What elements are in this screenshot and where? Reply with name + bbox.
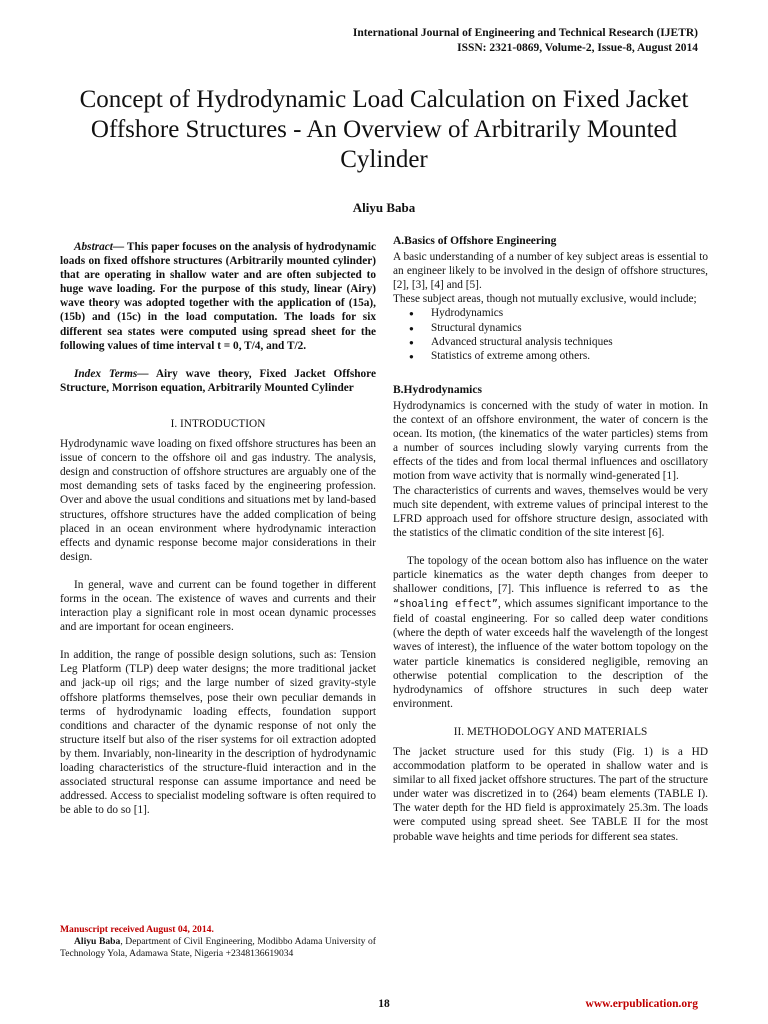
hydro-p3-rest: , which assumes significant importance to the field of coastal engineering. For so called deep water conditions (where the depth of water exceeds half the wavelength of the longest waves of interest), the influence of the water bottom topology on the water particle kinematics is considered negligible, removing an otherwise potential complication to the description of the hydrodynamics of offshore structures in such deep water environment. [393,598,708,710]
list-item: ● Statistics of extreme among others. [431,349,708,363]
list-item: ● Structural dynamics [431,321,708,335]
abstract-text: This paper focuses on the analysis of hydrodynamic loads on fixed offshore structures (Arbitrarily mounted cylinder) that are operating in shallow water and are often subjected to huge wave loading. For the purpose of this study, linear (Airy) wave theory was adopted together with the application of (15a), (15b) and (15c) in the load computation. The loads for six different sea states were computed using spread sheet for the following values of time interval t = 0, T/4, and T/2. [60,241,376,352]
index-terms [60,367,376,395]
journal-name: International Journal of Engineering and Technical Research (IJETR) [352,27,698,39]
author-affiliation [60,936,376,960]
hydro-paragraph-3 [393,554,708,711]
list-item: ● Hydrodynamics [431,306,708,320]
paper-author: Aliyu Baba [352,200,416,215]
intro-paragraph-2: In general, wave and current can be found together in different forms in the ocean. The existence of waves and currents and their interaction play a significant role in most ocean dynamic processes and are important for ocean engineers. [60,578,376,634]
footnote-affiliation: , Department of Civil Engineering, Modibbo Adama University of Technology Yola, Adamawa State, Nigeria +2348136619034 [60,936,376,959]
index-terms-label: Index Terms— [74,367,149,380]
methods-paragraph-1: The jacket structure used for this study (Fig. 1) is a HD accommodation platform to be operated in shallow water and is similar to all fixed jacket offshore structures. The part of the structure under water was discretized in to (264) beam elements (TABLE I). The water depth for the HD field is approximately 25.3m. The loads were computed using spread sheet. See TABLE II for the most probable wave heights and time periods for different sea states. [393,746,708,843]
paper-title: Concept of Hydrodynamic Load Calculation on Fixed Jacket Offshore Structures - An Overview of Arbitrarily Mounted Cylinder [79,86,689,173]
methods-heading: II. METHODOLOGY AND MATERIALS [453,725,648,738]
hydro-paragraph-2: The characteristics of currents and waves, themselves would be very much site dependent, with extreme values of principal interest to the LFRD approach used for offshore structure design, associated with the statistics of the climatic condition of the site interest [6]. [393,484,708,539]
basics-paragraph-2: These subject areas, though not mutually exclusive, would include; [393,293,697,306]
subject-list [393,306,708,362]
abstract-label: Abstract— [74,241,125,253]
footnote-author: Aliyu Baba [74,936,121,947]
website-link[interactable]: www.erpublication.org [585,998,698,1010]
hydro-paragraph-1: Hydrodynamics is concerned with the study of water in motion. In the context of an offshore environment, the water of concern is the ocean. Its motion, (the kinematics of the water particles) stems from a number of sources including slowly varying currents from the effects of the tides and from local thermal influences and oscillatory motion from wave activity that is normally wind-generated [1]. [393,399,708,483]
hydro-heading: B.Hydrodynamics [393,383,482,396]
intro-heading: I. INTRODUCTION [170,417,266,430]
hydro-p3-start: The topology of the ocean bottom also has influence on the water particle kinematics as the water depth changes from deeper to shallower conditions, [7]. This influence is referred [393,554,708,596]
intro-paragraph-1: Hydrodynamic wave loading on fixed offshore structures has been an issue of concern to the offshore oil and gas industry. The analysis, design and construction of offshore structures are arguably one of the most demanding sets of tasks faced by the engineering profession. Over and above the usual conditions and situations met by land-based structures, offshore structures have the added complication of being placed in an ocean environment where hydrodynamic interaction effects and dynamic response become major considerations in their design. [60,438,376,563]
abstract [60,240,376,353]
list-item: ● Advanced structural analysis techniques [431,335,708,349]
manuscript-received: Manuscript received August 04, 2014. [60,924,214,935]
footnote [60,924,376,960]
intro-paragraph-3: In addition, the range of possible design solutions, such as: Tension Leg Platform (TLP) deep water designs; the more traditional jacket and jack-up oil rigs; and the large number of sized gravity-style offshore platforms themselves, pose their own peculiar demands in terms of hydrodynamic loading effects, foundation support conditions and character of the dynamic response of not only the structure itself but also of the riser systems for oil extraction adopted by them. Invariably, non-linearity in the description of hydrodynamic loading characteristics of the structure-fluid interaction and in the associated structural response can assume importance and need be addressed. Access to specialist modeling software is often required to be able to do so [1]. [60,649,376,817]
basics-heading: A.Basics of Offshore Engineering [393,235,557,247]
basics-paragraph-1: A basic understanding of a number of key subject areas is essential to an engineer likely to be involved in the design of offshore structures, [2], [3], [4] and [5]. [393,251,708,292]
journal-header [353,26,698,56]
shoaling-effect-text: to as the “shoaling effect” [393,584,708,611]
index-terms-text: Airy wave theory, Fixed Jacket Offshore Structure, Morrison equation, Arbitrarily Mounted Cylinder [60,367,376,394]
right-column [393,234,708,844]
journal-issn: ISSN: 2321-0869, Volume-2, Issue-8, August 2014 [457,42,698,54]
page-number: 18 [378,998,390,1010]
left-column [60,240,376,817]
